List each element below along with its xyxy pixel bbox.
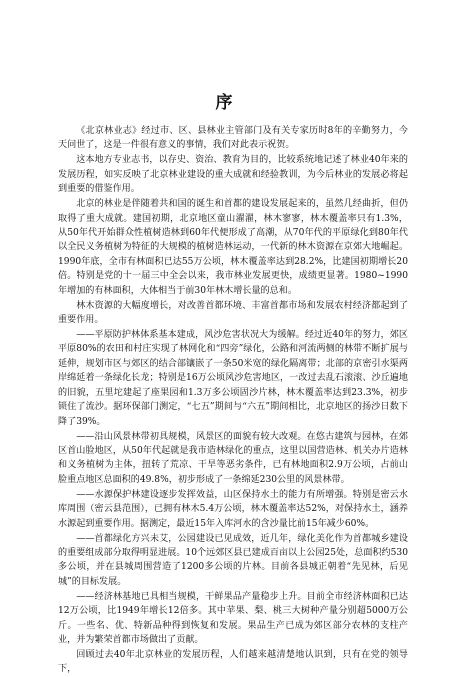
paragraph: 这本地方专业志书，以存史、资治、教育为目的，比较系统地记述了林业40年来的发展历程，如实反映了北京林业建设的重大成就和经验教训，为今后林业的发展必将起到重要的借鉴作用。 <box>58 155 408 195</box>
body-text <box>58 124 408 677</box>
preface-heading: 序 <box>215 93 235 113</box>
paragraph: 林木资源的大幅度增长，对改善首都环境、丰富首都市场和发展农村经济都起到了重要作用。 <box>58 300 408 326</box>
paragraph: 北京的林业是伴随着共和国的诞生和首都的建设发展起来的，虽然几经曲折，但仍取得了重大成就。建国初期，北京地区童山濯濯，林木寥寥，林木覆盖率只有1.3%，从50年代开始群众性植树造林到60年代便形成了高潮，从70年代的平原绿化到80年代以全民义务植树为特征的大规模的植树造林运动，一代新的林木资源在京郊大地崛起。1990年底，全市有林面积已达55万公顷，林木覆盖率达到28.2%，比建国初期增长20倍。特别是党的十一届三中全会以来，我市林业发展更快，成绩更显著。1980~1990年增加的有林面积，大体相当于前30年林木增长量的总和。 <box>58 199 408 296</box>
paragraph: ——沿山风景林带初具规模，风景区的面貌有较大改观。在悠古建筑与园林，在郊区首山脸地区，从50年代起就是我市造林绿化的重点，这里以国营造林、机关办片造林和义务植树为主体，扭转了荒凉、干旱等恶劣条件，已有林地面积2.9万公顷，占前山脸重点地区总面积的49.8%，初步形成了一条绵延230公里的风景林带。 <box>58 431 408 485</box>
paragraph: ——首都绿化方兴未艾，公园建设已见成效，近几年，绿化美化作为首都城乡建设的重要组成部分取得明显进展。10个远郊区县已建成百亩以上公园25处，总面积约530多公顷，并在县城周围营造了1200多公顷的片林。目前各县城正朝着“先见林，后见城”的目标发展。 <box>58 533 408 587</box>
paragraph: ——平原防护林体系基本建成，风沙危害状况大为缓解。经过近40年的努力，郊区平原80%的农田和村庄实现了林网化和“四旁”绿化，公路和河流两侧的林带不断扩展与延伸，规划市区与郊区的结合部镶嵌了一条50米宽的绿化隔离带；北部的京密引水渠两岸绵延着一条绿化长龙；特别是16万公顷风沙危害地区，一改过去乱石滚滚、沙丘遍地的旧貌，五里坨建起了座果园和1.3万多公顷固沙片林，林木覆盖率达到23.3%，初步锁住了流沙。据环保部门测定，“七五”期间与“六五”期间相比，北京地区的扬沙日数下降了39%。 <box>58 330 408 427</box>
paragraph-final-line: 回顾过去40年北京林业的发展历程，人们越来越清楚地认识到，只有在党的领导下， <box>58 649 408 675</box>
paragraph: 《北京林业志》经过市、区、县林业主管部门及有关专家历时8年的辛勤努力，今天问世了，这是一件很有意义的事情，我们对此表示祝贺。 <box>58 126 408 151</box>
paragraph: ——水源保护林建设逐步发挥效益，山区保持水土的能力有所增强。特别是密云水库周围（密云县范围），已拥有林木5.4万公顷，林木覆盖率达52%，对保持水土，涵养水源起到重要作用。据测定，最近15年入库河水的含沙量比前15年减少60%。 <box>58 489 408 529</box>
paragraph: ——经济林基地已具相当规模，干鲜果品产量稳步上升。目前全市经济林面积已达12万公顷，比1949年增长12倍多。其中苹果、梨、桃三大树种产量分别超5000万公斤。一些名、优、特新品种得到恢复和发展。果品生产已成为郊区部分农林的支柱产业，并为繁荣首都市场做出了贡献。 <box>58 591 408 645</box>
